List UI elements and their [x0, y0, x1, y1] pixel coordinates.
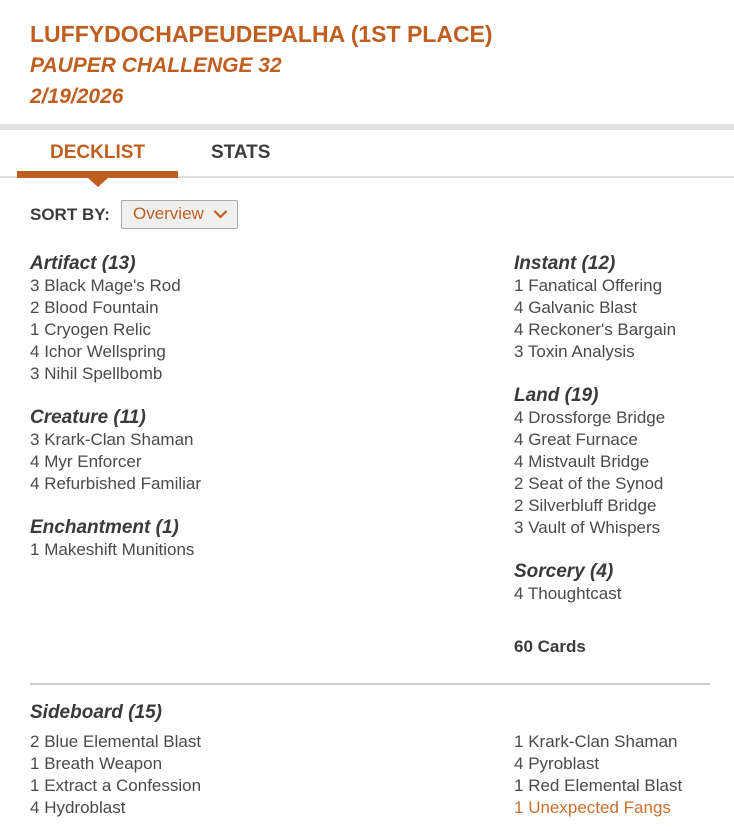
sort-dropdown-value: Overview — [132, 204, 204, 223]
deck-section-title: Creature (11) — [30, 407, 146, 428]
card-qty: 3 — [30, 276, 40, 295]
event-date: 2/19/2026 — [30, 85, 124, 108]
sideboard-title: Sideboard (15) — [30, 702, 162, 723]
card-qty: 2 — [514, 474, 524, 493]
card-name[interactable]: Drossforge Bridge — [528, 408, 666, 427]
active-tab-pointer-icon — [88, 178, 108, 187]
card-name[interactable]: Black Mage's Rod — [44, 276, 181, 295]
card-name[interactable]: Seat of the Synod — [528, 474, 664, 493]
sideboard-divider — [30, 683, 710, 685]
deck-section — [30, 253, 514, 385]
active-tab-underline — [17, 171, 178, 178]
card-line — [514, 341, 710, 363]
card-name[interactable]: Fanatical Offering — [528, 276, 663, 295]
card-name[interactable]: Extract a Confession — [44, 776, 202, 795]
card-qty: 3 — [514, 342, 524, 361]
card-name[interactable]: Hydroblast — [44, 798, 126, 817]
card-line — [30, 297, 514, 319]
sort-dropdown[interactable] — [121, 200, 238, 229]
card-line — [514, 753, 710, 775]
card-line — [514, 731, 710, 753]
card-name[interactable]: Mistvault Bridge — [528, 452, 650, 471]
deck-title: LUFFYDOCHAPEUDEPALHA (1ST PLACE) — [30, 21, 493, 47]
card-line — [514, 775, 710, 797]
card-name[interactable]: Myr Enforcer — [44, 452, 142, 471]
card-name[interactable]: Red Elemental Blast — [528, 776, 683, 795]
card-name[interactable]: Nihil Spellbomb — [44, 364, 163, 383]
card-qty: 4 — [514, 320, 524, 339]
card-qty: 2 — [30, 732, 40, 751]
maindeck-left-column — [30, 253, 514, 658]
sideboard-right-column — [514, 731, 710, 819]
card-line — [514, 473, 710, 495]
sideboard-left-column — [30, 731, 514, 819]
card-line — [30, 451, 514, 473]
sort-by-label: SORT BY: — [30, 204, 110, 224]
card-line — [30, 797, 514, 819]
card-line — [514, 407, 710, 429]
card-name[interactable]: Breath Weapon — [44, 754, 163, 773]
card-qty: 1 — [514, 776, 524, 795]
tab-decklist-label: DECKLIST — [50, 142, 145, 163]
card-name[interactable]: Great Furnace — [528, 430, 638, 449]
card-name[interactable]: Thoughtcast — [527, 584, 622, 603]
tab-decklist[interactable] — [17, 130, 178, 176]
card-line — [514, 517, 710, 539]
card-line — [514, 797, 710, 819]
card-name[interactable]: Galvanic Blast — [528, 298, 637, 317]
card-name[interactable]: Toxin Analysis — [527, 342, 635, 361]
card-qty: 4 — [514, 408, 524, 427]
card-qty: 3 — [30, 430, 40, 449]
card-line — [514, 429, 710, 451]
card-name[interactable]: Refurbished Familiar — [44, 474, 202, 493]
card-name[interactable]: Ichor Wellspring — [44, 342, 166, 361]
card-qty: 4 — [514, 298, 524, 317]
card-line — [514, 495, 710, 517]
card-line — [30, 363, 514, 385]
deck-section-title: Sorcery (4) — [514, 561, 614, 582]
card-name[interactable]: Reckoner's Bargain — [528, 320, 677, 339]
card-qty: 2 — [514, 496, 524, 515]
card-qty: 4 — [514, 430, 524, 449]
tab-stats-label: STATS — [211, 142, 271, 163]
card-qty: 1 — [30, 320, 40, 339]
deck-section — [514, 253, 710, 363]
card-line — [30, 429, 514, 451]
card-name[interactable]: Silverbluff Bridge — [528, 496, 657, 515]
card-qty: 3 — [30, 364, 40, 383]
card-qty: 4 — [30, 474, 40, 493]
card-name[interactable]: Krark-Clan Shaman — [528, 732, 678, 751]
card-line — [514, 275, 710, 297]
card-line — [514, 451, 710, 473]
card-line — [30, 275, 514, 297]
card-line — [30, 731, 514, 753]
card-line — [30, 775, 514, 797]
maindeck — [30, 253, 710, 658]
card-name[interactable]: Pyroblast — [528, 754, 600, 773]
card-qty: 2 — [30, 298, 40, 317]
card-qty: 4 — [514, 754, 524, 773]
card-qty: 4 — [30, 798, 40, 817]
card-qty: 1 — [30, 540, 40, 559]
card-line — [30, 341, 514, 363]
card-line — [514, 319, 710, 341]
card-qty: 4 — [514, 452, 524, 471]
sideboard — [30, 702, 710, 819]
card-name[interactable]: Blood Fountain — [44, 298, 159, 317]
card-line — [514, 583, 710, 605]
deck-header — [0, 0, 734, 124]
card-qty: 4 — [514, 584, 524, 603]
card-qty: 1 — [514, 276, 524, 295]
card-name[interactable]: Krark-Clan Shaman — [44, 430, 194, 449]
deck-section — [514, 385, 710, 539]
card-name[interactable]: Blue Elemental Blast — [44, 732, 202, 751]
card-qty: 1 — [514, 732, 524, 751]
card-name[interactable]: Makeshift Munitions — [44, 540, 195, 559]
card-line — [30, 473, 514, 495]
deck-section — [514, 561, 710, 605]
tab-bar — [0, 130, 734, 178]
deck-section-title: Enchantment (1) — [30, 517, 179, 538]
maindeck-right-column — [514, 253, 710, 658]
card-name[interactable]: Vault of Whispers — [528, 518, 661, 537]
card-line — [30, 319, 514, 341]
card-qty: 4 — [30, 342, 40, 361]
card-line — [514, 297, 710, 319]
tab-stats[interactable] — [178, 130, 303, 176]
event-name: PAUPER CHALLENGE 32 — [30, 54, 282, 77]
decklist-content — [0, 200, 734, 819]
card-qty: 1 — [514, 798, 524, 817]
deck-section — [30, 407, 514, 495]
card-qty: 1 — [30, 776, 40, 795]
card-qty: 3 — [514, 518, 524, 537]
card-qty: 4 — [30, 452, 40, 471]
card-line — [30, 539, 514, 561]
chevron-down-icon — [214, 210, 227, 219]
card-qty: 1 — [30, 754, 40, 773]
card-name[interactable]: Unexpected Fangs — [528, 798, 671, 817]
deck-section-title: Land (19) — [514, 385, 599, 406]
card-name[interactable]: Cryogen Relic — [44, 320, 151, 339]
sideboard-grid — [30, 731, 710, 819]
deck-total: 60 Cards — [514, 637, 586, 656]
sort-bar — [30, 200, 710, 229]
card-line — [30, 753, 514, 775]
deck-section-title: Artifact (13) — [30, 253, 136, 274]
deck-section-title: Instant (12) — [514, 253, 616, 274]
deck-section — [30, 517, 514, 561]
